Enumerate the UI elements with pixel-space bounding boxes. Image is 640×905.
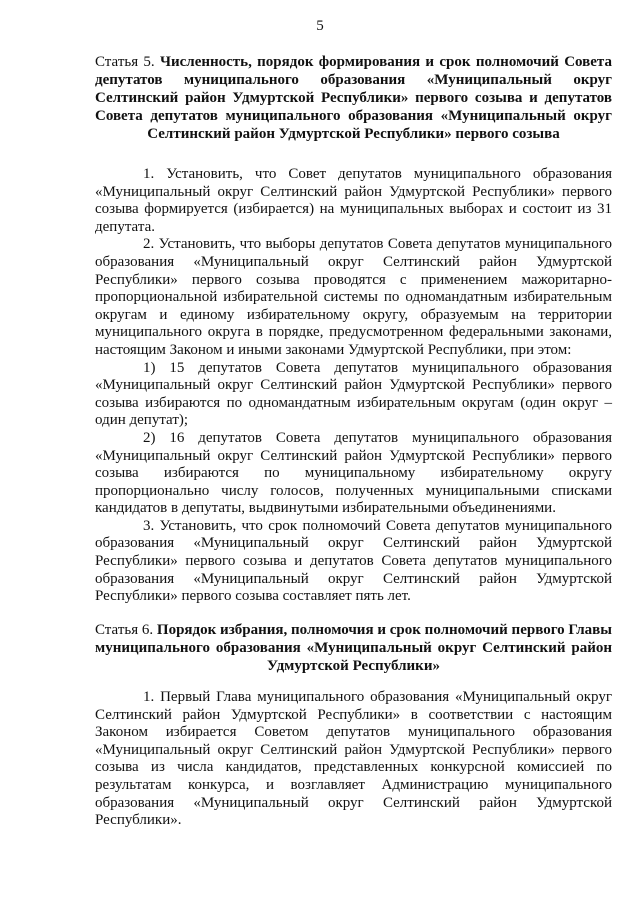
article-5-prefix: Статья 5.	[95, 54, 155, 70]
article-6-body	[95, 689, 612, 830]
page-number: 5	[316, 18, 324, 34]
article-5-paragraph-4: 2) 16 депутатов Совета депутатов муниципального образования «Муниципальный округ Селтинский район Удмуртской Республики» первого созыва избираются по муниципальному избирательному округу пропорционально числу голосов, полученных муниципальными списками кандидатов в депутаты, выдвинутыми избирательными объединениями.	[95, 429, 612, 517]
article-6-title: Порядок избрания, полномочия и срок полномочий первого Главы муниципального образования «Муниципальный округ Селтинский район Удмуртской Республики»	[95, 622, 612, 674]
article-5-title: Численность, порядок формирования и срок полномочий Совета депутатов муниципального образования «Муниципальный округ Селтинский район Удмуртской Республики» первого созыва и депутатов Совета депутатов муниципального образования «Муниципальный округ Селтинский район Удмуртской Республики» первого созыва	[95, 54, 612, 142]
article-6-prefix: Статья 6.	[95, 622, 154, 638]
article-5-paragraph-5: 3. Установить, что срок полномочий Совета депутатов муниципального образования «Муниципальный округ Селтинский район Удмуртской Республики» первого созыва и депутатов Совета депутатов муниципального образования «Муниципальный округ Селтинский район Удмуртской Республики» первого созыва составляет пять лет.	[95, 517, 612, 605]
article-5-heading	[95, 53, 612, 143]
article-5-paragraph-3: 1) 15 депутатов Совета депутатов муниципального образования «Муниципальный округ Селтинский район Удмуртской Республики» первого созыва избираются по одномандатным избирательным округам (один округ – один депутат);	[95, 359, 612, 429]
article-5-body	[95, 166, 612, 606]
article-5-paragraph-1: 1. Установить, что Совет депутатов муниципального образования «Муниципальный округ Селтинский район Удмуртской Республики» первого созыва формируется (избирается) на муниципальных выборах и состоит из 31 депутата.	[95, 166, 612, 235]
article-5-paragraph-2: 2. Установить, что выборы депутатов Совета депутатов муниципального образования «Муниципальный округ Селтинский район Удмуртской Республики» первого созыва проводятся с применением мажоритарно-пропорциональной избирательной системы по одномандатным избирательным округам и единому избирательному округу, образуемым на территории муниципального округа в порядке, предусмотренном федеральными законами, настоящим Законом и иными законами Удмуртской Республики, при этом:	[95, 236, 612, 358]
article-6-paragraph-1: 1. Первый Глава муниципального образования «Муниципальный округ Селтинский район Удмуртской Республики» в соответствии с настоящим Законом избирается Советом депутатов муниципального образования «Муниципальный округ Селтинский район Удмуртской Республики» первого созыва из числа кандидатов, представленных конкурсной комиссией по результатам конкурса, и возглавляет Администрацию муниципального образования «Муниципальный округ Селтинский район Удмуртской Республики».	[95, 689, 612, 829]
article-6-heading	[95, 621, 612, 675]
